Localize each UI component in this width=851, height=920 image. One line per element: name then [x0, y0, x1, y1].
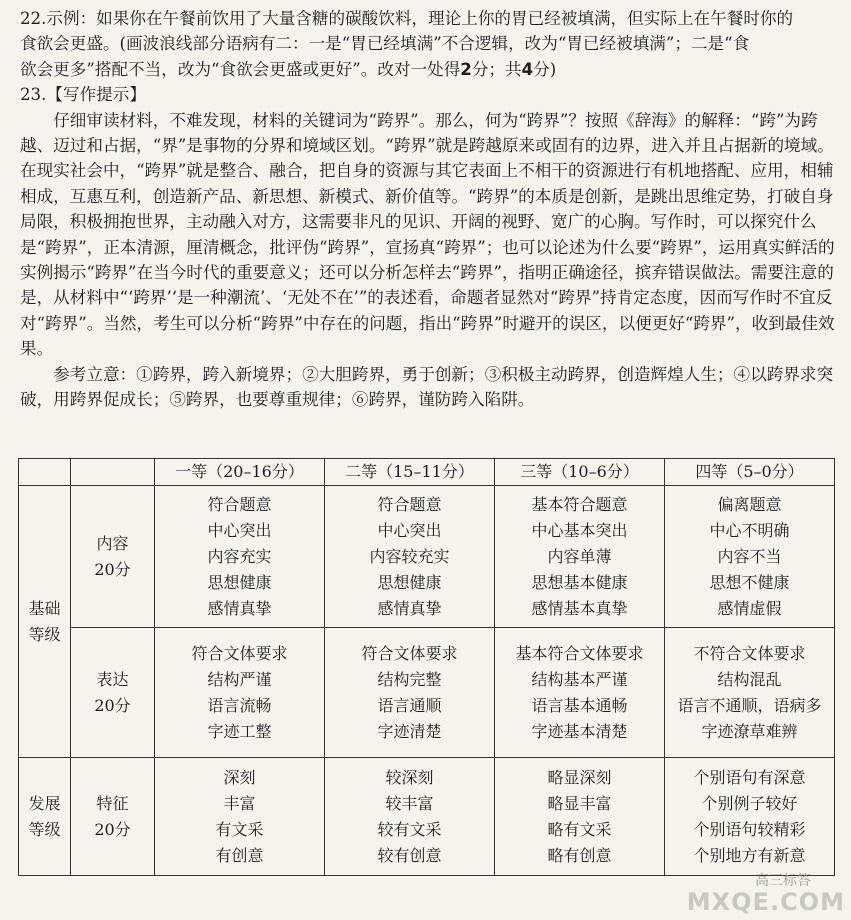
- table-cell: [155, 486, 325, 628]
- cell-line: 中心突出: [207, 520, 272, 540]
- cell-line: 结构完整: [377, 669, 442, 689]
- q22-score-one: 2: [460, 59, 472, 79]
- group-development: [19, 758, 71, 876]
- cell-line: 较深刻: [385, 767, 434, 787]
- cell-line: 偏离题意: [717, 494, 782, 514]
- table-header-row: [19, 459, 835, 486]
- header-grade-1: 一等（20–16分）: [155, 459, 325, 486]
- header-grade-4: 四等（5–0分）: [665, 459, 835, 486]
- cell-line: 中心不明确: [709, 520, 790, 540]
- cell-line: 符合题意: [207, 494, 272, 514]
- cell-line: 思想不健康: [709, 572, 790, 592]
- cell-line: 个别例子较好: [701, 793, 798, 813]
- table-cell: [665, 628, 835, 758]
- cell-line: 符合文体要求: [361, 643, 458, 663]
- cell-line: 思想基本健康: [531, 572, 628, 592]
- q23-paragraph: 仔细审读材料，不难发现，材料的关键词为“跨界”。那么，何为“跨界”？按照《辞海》的解释：“跨”为跨越、迈过和占据，“界”是事物的分界和境域区划。“跨界”就是跨越原来或固有的边界，进入并且占据新的境域。在现实社会中，“跨界”就是整合、融合，把自身的资源与其它表面上不相干的资源进行有机地搭配、应用，相辅相成，互惠互利，创造新产品、新思想、新模式、新价值等。“跨界”的本质是创新，是跳出思维定势，打破自身局限，积极拥抱世界，主动融入对方，这需要非凡的见识、开阔的视野、宽广的心胸。写作时，可以探究什么是“跨界”，正本清源，厘清概念，批评伪“跨界”，宣扬真“跨界”；也可以论述为什么要“跨界”，运用真实鲜活的实例揭示“跨界”在当今时代的重要意义；还可以分析怎样去“跨界”，指明正确途径，摈弃错误做法。需要注意的是，从材料中“‘跨界’‘是一种潮流’、‘无处不在’”的表述看，命题者显然对“跨界”持肯定态度，因而写作时不宜反对“跨界”。当然，考生可以分析“跨界”中存在的问题，指出“跨界”时避开的误区，以便更好“跨界”，收到最佳效果。: [20, 110, 835, 359]
- cell-line: 符合题意: [377, 494, 442, 514]
- cell-line: 字迹工整: [207, 721, 272, 741]
- cell-line: 语言通顺: [377, 695, 442, 715]
- cell-line: 等级: [28, 819, 61, 839]
- cell-line: 思想健康: [207, 572, 272, 592]
- cell-line: 结构严谨: [207, 669, 272, 689]
- cell-line: 内容: [96, 533, 129, 553]
- cell-line: 感情虚假: [717, 598, 782, 618]
- cell-line: 基本符合题意: [531, 494, 628, 514]
- cell-line: 深刻: [223, 767, 256, 787]
- answer-text: [20, 6, 835, 413]
- cell-line: 个别地方有新意: [693, 845, 806, 865]
- cell-line: 略有文采: [547, 819, 612, 839]
- cell-line: 20分: [94, 695, 131, 715]
- row-label-content: [71, 486, 155, 628]
- q22-score-total: 4: [521, 59, 534, 79]
- row-label-expression: [71, 628, 155, 758]
- header-grade-3: 三等（10–6分）: [495, 459, 665, 486]
- table-cell: [325, 486, 495, 628]
- q22-line-3-end: 分): [533, 59, 557, 79]
- table-cell: [495, 758, 665, 876]
- cell-line: 个别语句有深意: [693, 767, 806, 787]
- q23-header: 23.【写作提示】: [20, 85, 146, 105]
- cell-line: 表达: [96, 669, 129, 689]
- cell-line: 感情基本真挚: [531, 598, 628, 618]
- cell-line: 语言基本通畅: [531, 695, 628, 715]
- q23-reference: 参考立意：①跨界，跨入新境界；②大胆跨界，勇于创新；③积极主动跨界，创造辉煌人生；④以跨界求突破，用跨界促成长；⑤跨界，也要尊重规律；⑥跨界，谨防跨入陷阱。: [20, 364, 834, 410]
- q22-line-3-mid: 分；共: [471, 59, 522, 79]
- watermark-logo: MXQE.COM: [686, 888, 845, 916]
- cell-line: 字迹潦草难辨: [701, 721, 798, 741]
- table-cell: [155, 628, 325, 758]
- cell-line: 略有创意: [547, 845, 612, 865]
- cell-line: 语言流畅: [207, 695, 272, 715]
- cell-line: 丰富: [223, 793, 256, 813]
- cell-line: 等级: [28, 624, 61, 644]
- cell-line: 结构混乱: [717, 669, 782, 689]
- table-cell: [325, 758, 495, 876]
- cell-line: 较有创意: [377, 845, 442, 865]
- cell-line: 略显丰富: [547, 793, 612, 813]
- table-cell: [495, 486, 665, 628]
- q22-line-3: [20, 57, 835, 82]
- header-grade-2: 二等（15–11分）: [325, 459, 495, 486]
- cell-line: 内容较充实: [369, 546, 450, 566]
- q22-line-1: 22.示例：如果你在午餐前饮用了大量含糖的碳酸饮料，理论上你的胃已经被填满，但实际上在午餐时你的: [20, 9, 794, 28]
- table-cell: [665, 486, 835, 628]
- cell-line: 内容充实: [207, 546, 272, 566]
- cell-line: 特征: [96, 793, 129, 813]
- header-empty-2: [71, 459, 155, 486]
- cell-line: 字迹基本清楚: [531, 721, 628, 741]
- watermark-subtitle: 高三标答: [755, 873, 811, 889]
- cell-line: 感情真挚: [377, 598, 442, 618]
- cell-line: 中心突出: [377, 520, 442, 540]
- cell-line: 感情真挚: [207, 598, 272, 618]
- cell-line: 中心基本突出: [531, 520, 628, 540]
- table-row: [19, 628, 835, 758]
- cell-line: 语言不通顺，语病多: [677, 695, 822, 715]
- table-cell: [665, 758, 835, 876]
- group-basic: [19, 486, 71, 758]
- cell-line: 基础: [28, 598, 61, 618]
- cell-line: 字迹清楚: [377, 721, 442, 741]
- cell-line: 基本符合文体要求: [515, 643, 644, 663]
- cell-line: 个别语句较精彩: [693, 819, 806, 839]
- cell-line: 略显深刻: [547, 767, 612, 787]
- cell-line: 不符合文体要求: [693, 643, 806, 663]
- cell-line: 发展: [28, 793, 61, 813]
- table-cell: [495, 628, 665, 758]
- row-label-features: [71, 758, 155, 876]
- cell-line: 较有文采: [377, 819, 442, 839]
- cell-line: 20分: [94, 559, 131, 579]
- cell-line: 内容单薄: [547, 546, 612, 566]
- q22-line-2: 食欲会更盛。(画波浪线部分语病有二：一是“胃已经填满”不合逻辑，改为“胃已经被填满”；二是“食: [20, 34, 750, 54]
- cell-line: 思想健康: [377, 572, 442, 592]
- table-row: [19, 486, 835, 628]
- table-row: [19, 758, 835, 876]
- cell-line: 结构基本严谨: [531, 669, 628, 689]
- cell-line: 20分: [94, 819, 131, 839]
- cell-line: 有创意: [215, 845, 264, 865]
- q22-line-3-text: 欲会更多”搭配不当，改为“食欲会更盛或更好”。改对一处得: [20, 59, 461, 79]
- scoring-table: [18, 458, 835, 876]
- table-cell: [155, 758, 325, 876]
- cell-line: 内容不当: [717, 546, 782, 566]
- cell-line: 符合文体要求: [191, 643, 288, 663]
- header-empty-1: [19, 459, 71, 486]
- table-cell: [325, 628, 495, 758]
- cell-line: 较丰富: [385, 793, 434, 813]
- cell-line: 有文采: [215, 819, 264, 839]
